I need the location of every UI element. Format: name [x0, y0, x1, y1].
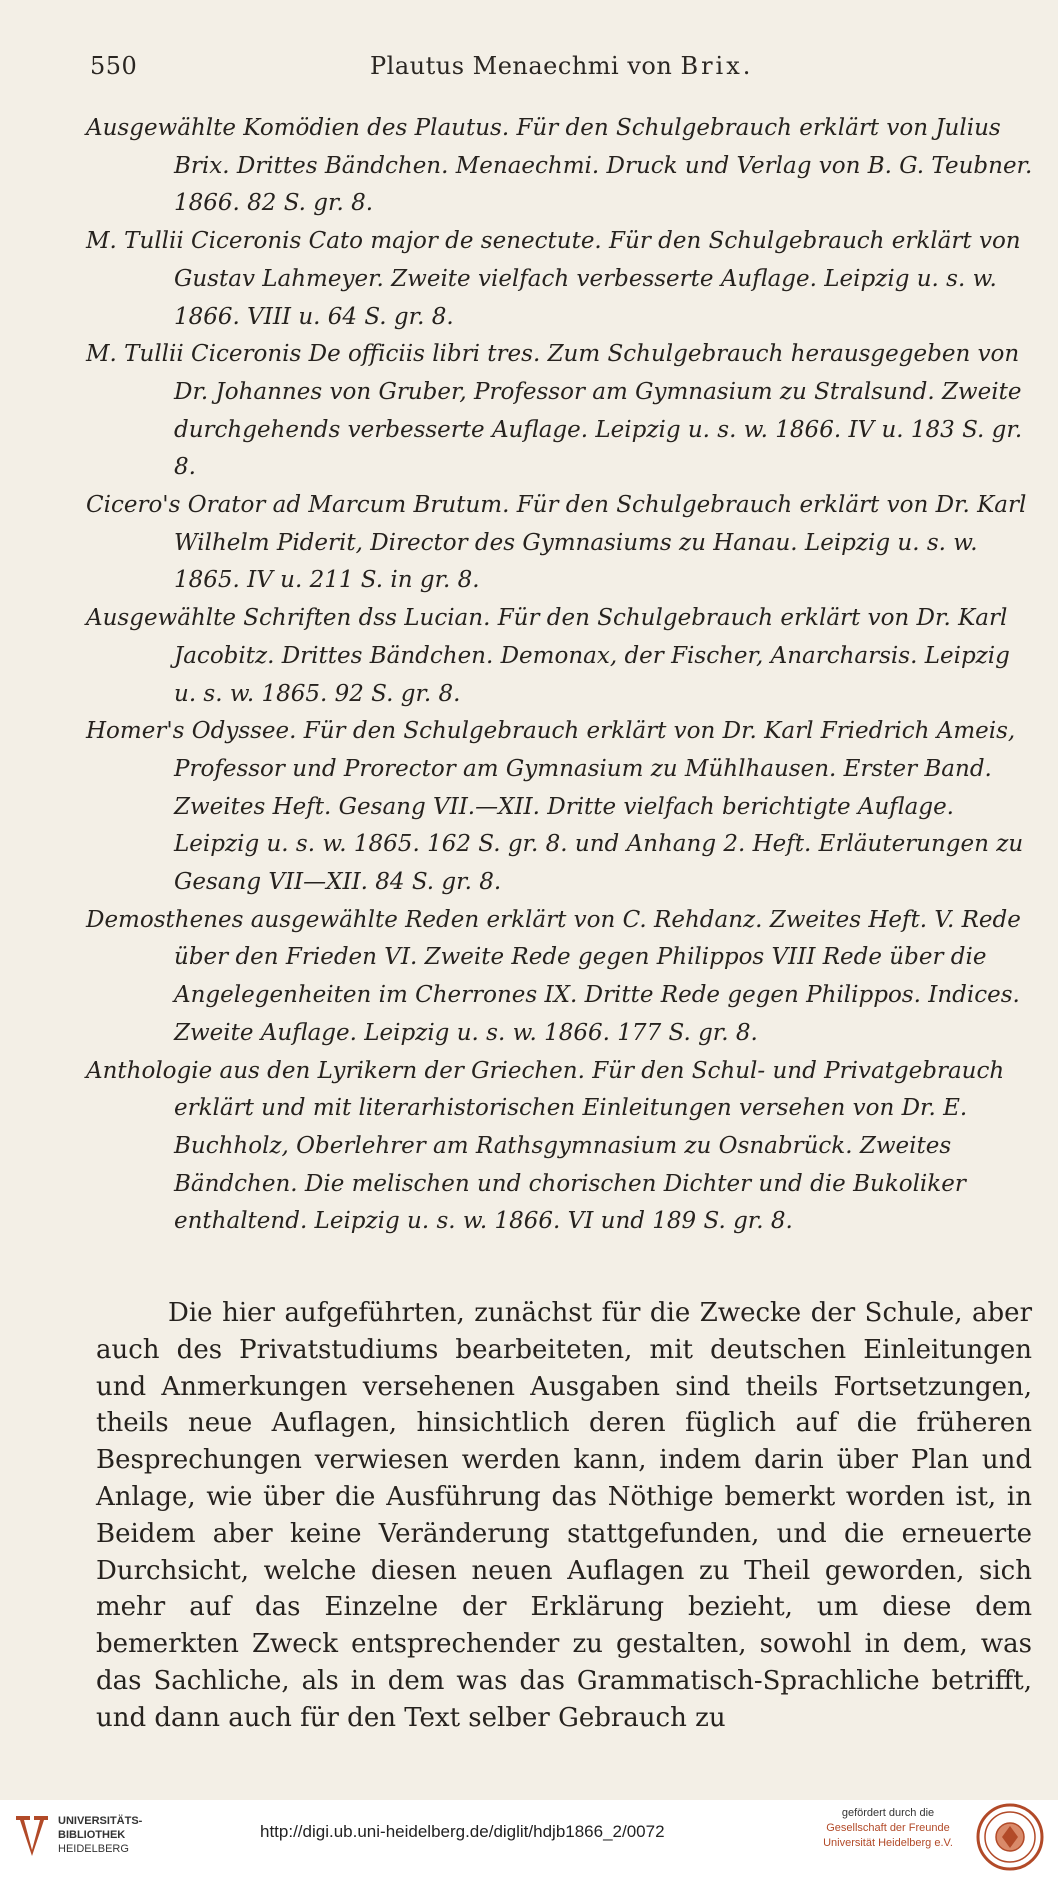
- sponsor-name-line: Gesellschaft der Freunde: [826, 1822, 950, 1834]
- permalink-url[interactable]: http://digi.ub.uni-heidelberg.de/diglit/hdjb1866_2/0072: [260, 1822, 665, 1841]
- library-name-line: UNIVERSITÄTS-: [58, 1815, 143, 1827]
- running-title: [370, 52, 753, 80]
- sponsor-block: [808, 1806, 968, 1851]
- bibliography-entry: Homer's Odyssee. Für den Schulgebrauch erklärt von Dr. Karl Friedrich Ameis, Professor und Prorector am Gymnasium zu Mühlhausen. Erster Band. Zweites Heft. Gesang VII.—XII. Dritte vielfach berichtigte Auflage. Leipzig u. s. w. 1865. 162 S. gr. 8. und Anhang 2. Heft. Erläuterungen zu Gesang VII—XII. 84 S. gr. 8.: [86, 718, 1024, 896]
- bibliography-list: [86, 110, 1036, 1241]
- bibliography-entry: M. Tullii Ciceronis Cato major de senectute. Für den Schulgebrauch erklärt von Gustav Lahmeyer. Zweite vielfach verbesserte Auflage. Leipzig u. s. w. 1866. VIII u. 64 S. gr. 8.: [86, 228, 1021, 330]
- body-paragraph: Die hier aufgeführten, zunächst für die Zwecke der Schule, aber auch des Privatstudiums bearbeiteten, mit deutschen Einleitungen und Anmerkungen versehenen Ausgaben sind theils Fortsetzungen, theils neue Auflagen, hinsichtlich deren füglich auf die früheren Besprechungen verwiesen werden kann, indem darin über Plan und Anlage, wie über die Ausführung das Nöthige bemerkt worden ist, in Beidem aber keine Veränderung stattgefunden, und die erneuerte Durchsicht, welche diesen neuen Auflagen zu Theil geworden, sich mehr auf das Einzelne der Erklärung bezieht, um diese dem bemerkten Zweck entsprechender zu gestalten, sowohl in dem, was das Sachliche, als in dem was das Grammatisch-Sprachliche betrifft, und dann auch für den Text selber Gebrauch zu: [96, 1298, 1032, 1733]
- library-name-line: BIBLIOTHEK: [58, 1829, 126, 1841]
- library-name-line: HEIDELBERG: [58, 1843, 129, 1855]
- bibliography-entry: Ausgewählte Schriften dss Lucian. Für den Schulgebrauch erklärt von Dr. Karl Jacobitz. Drittes Bändchen. Demonax, der Fischer, Anarcharsis. Leipzig u. s. w. 1865. 92 S. gr. 8.: [86, 605, 1010, 707]
- footer-bar: [0, 1800, 1058, 1873]
- running-title-prefix: Plautus Menaechmi von: [370, 52, 681, 80]
- sponsor-name-line: Universität Heidelberg e.V.: [823, 1837, 953, 1849]
- bibliography-entry: Anthologie aus den Lyrikern der Griechen. Für den Schul- und Privatgebrauch erklärt und mit literarhistorischen Einleitungen versehen von Dr. E. Buchholz, Oberlehrer am Rathsgymnasium zu Osnabrück. Zweites Bändchen. Die melischen und chorischen Dichter und die Bukoliker enthaltend. Leipzig u. s. w. 1866. VI und 189 S. gr. 8.: [86, 1057, 1005, 1235]
- page-number: 550: [90, 52, 138, 80]
- bibliography-entry: Ausgewählte Komödien des Plautus. Für den Schulgebrauch erklärt von Julius Brix. Drittes Bändchen. Menaechmi. Druck und Verlag von B. G. Teubner. 1866. 82 S. gr. 8.: [86, 115, 1033, 217]
- bibliography-entry: Cicero's Orator ad Marcum Brutum. Für den Schulgebrauch erklärt von Dr. Karl Wilhelm Piderit, Director des Gymnasiums zu Hanau. Leipzig u. s. w. 1865. IV u. 211 S. in gr. 8.: [86, 492, 1027, 594]
- ub-heidelberg-logo-icon[interactable]: [10, 1810, 54, 1865]
- bibliography-entry: Demosthenes ausgewählte Reden erklärt von C. Rehdanz. Zweites Heft. V. Rede über den Frieden VI. Zweite Rede gegen Philippos VIII Rede über die Angelegenheiten im Cherrones IX. Dritte Rede gegen Philippos. Indices. Zweite Auflage. Leipzig u. s. w. 1866. 177 S. gr. 8.: [86, 906, 1021, 1046]
- sponsor-intro: gefördert durch die: [841, 1807, 935, 1819]
- bibliography-entry: M. Tullii Ciceronis De officiis libri tres. Zum Schulgebrauch herausgegeben von Dr. Johannes von Gruber, Professor am Gymnasium zu Stralsund. Zweite durchgehends verbesserte Auflage. Leipzig u. s. w. 1866. IV u. 183 S. gr. 8.: [86, 341, 1023, 481]
- library-name: [58, 1814, 142, 1856]
- running-title-name: Brix.: [680, 52, 754, 80]
- university-seal-icon[interactable]: [974, 1802, 1046, 1877]
- page-header: [90, 52, 970, 92]
